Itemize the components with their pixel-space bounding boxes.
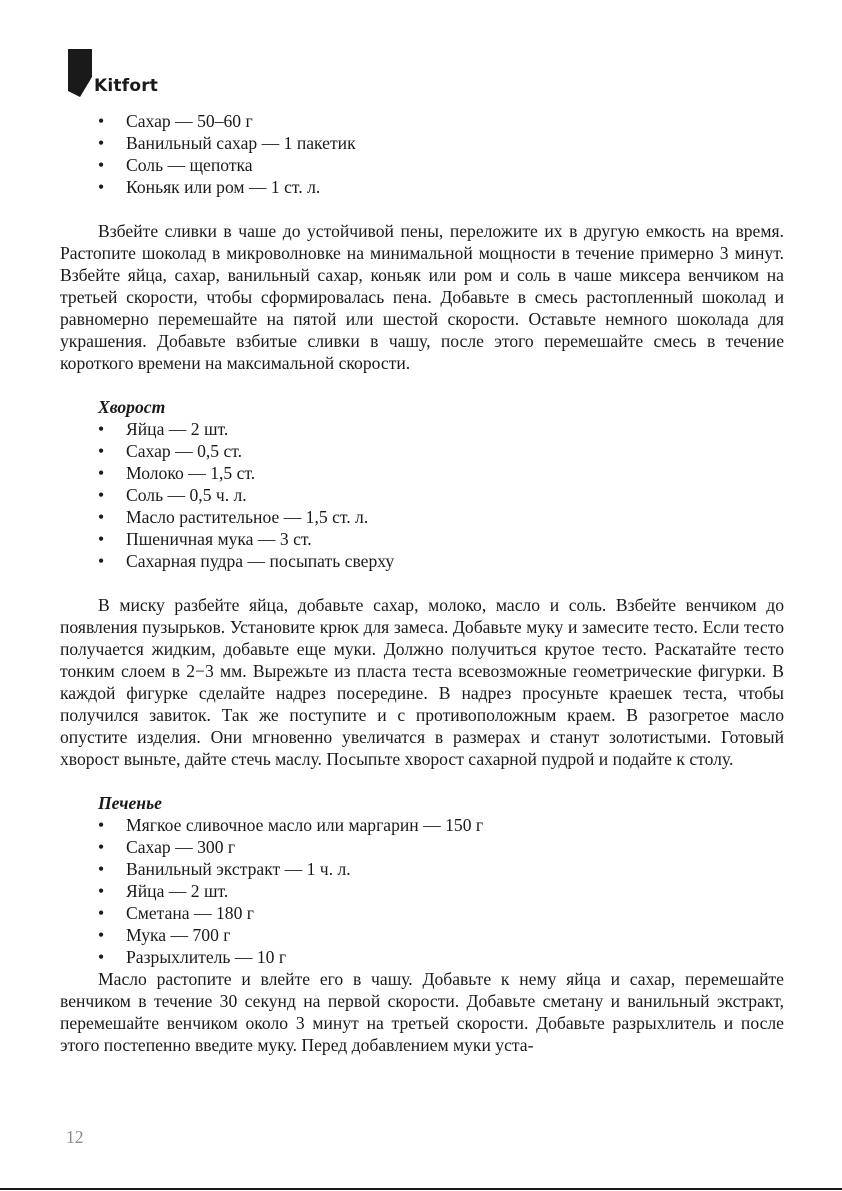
bullet-icon: • (98, 155, 105, 175)
bullet-icon: • (98, 507, 105, 527)
list-item: • Сахарная пудра — посыпать сверху (98, 551, 395, 571)
spacer (60, 198, 784, 220)
list-item: • Сахар — 0,5 ст. (98, 441, 243, 461)
list-item: • Сахар — 300 г (98, 837, 236, 857)
list-item: • Соль — щепотка (98, 155, 253, 175)
pechenye-ingredient-list (60, 814, 784, 968)
list-item: • Ванильный экстракт — 1 ч. л. (98, 859, 351, 879)
khvorost-heading: Хворост (98, 397, 166, 417)
khvorost-ingredient-list (60, 418, 784, 572)
list-item: • Мука — 700 г (98, 925, 231, 945)
list-item: • Яйца — 2 шт. (98, 419, 229, 439)
pechenye-paragraph: Масло растопите и влейте его в чашу. Добавьте к нему яйца и сахар, перемешайте венчиком в течение 30 секунд на первой скорости. Добавьте сметану и ванильный экстракт, перемешайте венчиком около 3 минут на третьей скорости. Добавьте разрыхлитель и после этого постепенно введите муку. Перед добавлением муки уста- (60, 969, 784, 1055)
intro-ingredient-list (60, 110, 784, 198)
bullet-icon: • (98, 441, 105, 461)
list-item: • Масло растительное — 1,5 ст. л. (98, 507, 369, 527)
list-item: • Сметана — 180 г (98, 903, 255, 923)
bullet-icon: • (98, 463, 105, 483)
bullet-icon: • (98, 133, 105, 153)
list-item: • Соль — 0,5 ч. л. (98, 485, 247, 505)
spacer (60, 572, 784, 594)
bullet-icon: • (98, 881, 105, 901)
bullet-icon: • (98, 925, 105, 945)
kitfort-mark-icon (68, 49, 92, 97)
list-item: • Молоко — 1,5 ст. (98, 463, 256, 483)
bullet-icon: • (98, 529, 105, 549)
bullet-icon: • (98, 903, 105, 923)
bullet-icon: • (98, 815, 105, 835)
brand-name: Kitfort (94, 76, 159, 96)
list-item: • Сахар — 50–60 г (98, 111, 253, 131)
spacer (60, 374, 784, 396)
khvorost-paragraph: В миску разбейте яйца, добавьте сахар, молоко, масло и соль. Взбейте венчиком до появления пузырьков. Установите крюк для замеса. Добавьте муку и замесите тесто. Если тесто получается жидким, добавьте еще муки. Должно получиться крутое тесто. Раскатайте тесто тонким слоем в 2−3 мм. Вырежьте из пласта теста всевозможные геометрические фигурки. В каждой фигурке сделайте надрез посередине. В надрез просуньте краешек теста, чтобы получился завиток. Так же поступите и с противоположным краем. В разогретое масло опустите изделия. Они мгновенно увеличатся в размерах и станут золотистыми. Готовый хворост выньте, дайте стечь маслу. Посыпьте хворост сахарной пудрой и подайте к столу. (60, 595, 784, 769)
spacer (60, 770, 784, 792)
bullet-icon: • (98, 859, 105, 879)
bullet-icon: • (98, 485, 105, 505)
list-item: • Ванильный сахар — 1 пакетик (98, 133, 356, 153)
intro-paragraph: Взбейте сливки в чаше до устойчивой пены, переложите их в другую емкость на время. Растопите шоколад в микроволновке на минимальной мощности в течение примерно 3 минут. Взбейте яйца, сахар, ванильный сахар, коньяк или ром и соль в чаше миксера венчиком на третьей скорости, чтобы сформировалась пена. Добавьте в смесь растопленный шоколад и равномерно перемешайте на пятой или шестой скорости. Оставьте немного шоколада для украшения. Добавьте взбитые сливки в чашу, после этого перемешайте смесь в течение короткого времени на максимальной скорости. (60, 221, 784, 373)
list-item: • Мягкое сливочное масло или маргарин — 150 г (98, 815, 484, 835)
bullet-icon: • (98, 177, 105, 197)
bullet-icon: • (98, 551, 105, 571)
list-item: • Яйца — 2 шт. (98, 881, 229, 901)
bullet-icon: • (98, 419, 105, 439)
bullet-icon: • (98, 111, 105, 131)
list-item: • Коньяк или ром — 1 ст. л. (98, 177, 321, 197)
list-item: • Разрыхлитель — 10 г (98, 947, 287, 967)
pechenye-heading: Печенье (98, 793, 162, 813)
page-content (60, 110, 784, 1056)
list-item: • Пшеничная мука — 3 ст. (98, 529, 312, 549)
page-number: 12 (66, 1127, 84, 1147)
brand-logo (68, 49, 178, 97)
bottom-divider (0, 1188, 842, 1190)
bullet-icon: • (98, 837, 105, 857)
bullet-icon: • (98, 947, 105, 967)
